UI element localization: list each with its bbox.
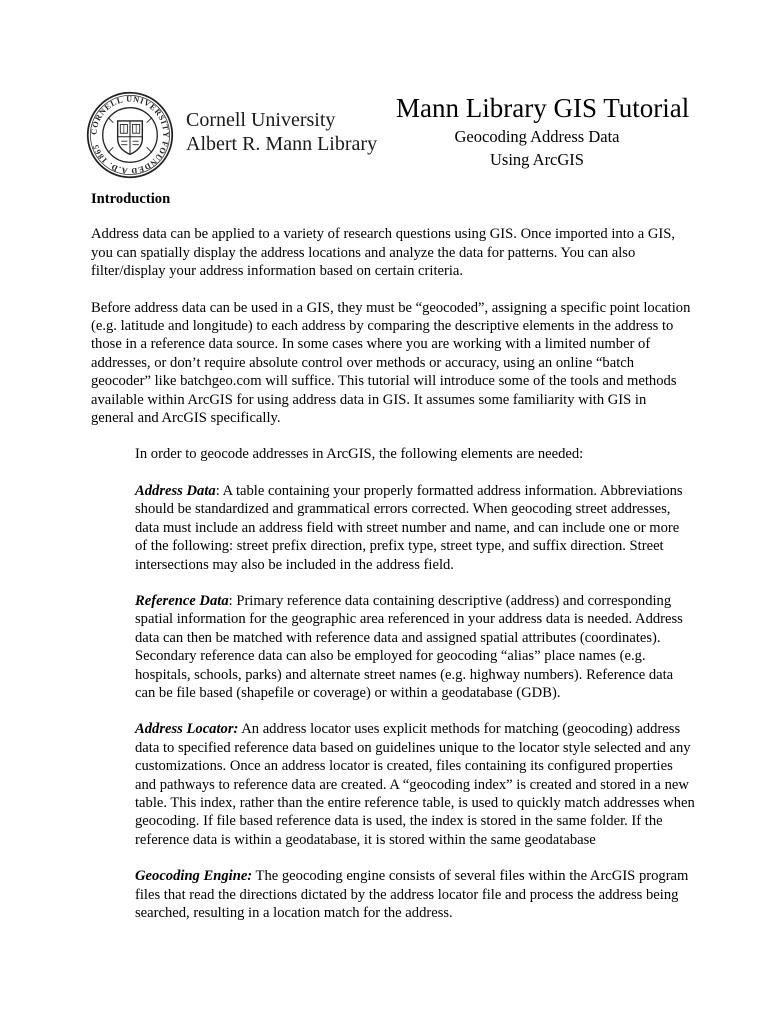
element-geocoding-engine bbox=[135, 867, 695, 922]
element-address-data bbox=[135, 482, 695, 574]
seal-text: CORNELL UNIVERSITY FOUNDED A.D. 1865 bbox=[89, 94, 171, 176]
tutorial-subtitle-1: Geocoding Address Data bbox=[454, 127, 620, 146]
element-description: The geocoding engine consists of several files within the ArcGIS program files that read the directions dictated by the address locator file and process the address being searched, resulting in a location match for the address. bbox=[135, 868, 689, 921]
institution-line-1: Cornell University bbox=[186, 109, 336, 131]
element-description: An address locator uses explicit methods for matching (geocoding) address data to specified reference data based on guidelines unique to the locator style selected and any customizations. Once an address locator is created, files containing its configured properties and pathways to reference data are created. A “geocoding index” is created and stored in a new table. This index, rather than the entire reference table, is used to quickly match addresses when geocoding. If file based reference data is used, the index is stored in the same folder. If the reference data is within a geodatabase, it is stored within the same geodatabase bbox=[135, 721, 695, 848]
intro-paragraph-2: Before address data can be used in a GIS, they must be “geocoded”, assigning a specific point location (e.g. latitude and longitude) to each address by comparing the descriptive elements in the address to those in a reference data source. In some cases where you are working with a limited number of addresses, or don’t require absolute control over methods or accuracy, using an online “batch geocoder” like batchgeo.com will suffice. This tutorial will introduce some of the tools and methods available within ArcGIS for using address data in GIS. It assumes some familiarity with GIS in general and ArcGIS specifically. bbox=[91, 299, 691, 427]
element-term-sep: : bbox=[215, 482, 220, 499]
tutorial-title: Mann Library GIS Tutorial bbox=[396, 93, 690, 123]
tutorial-heading bbox=[396, 92, 690, 170]
section-heading-introduction: Introduction bbox=[91, 191, 171, 207]
institution-name bbox=[186, 108, 377, 156]
element-term: Geocoding Engine: bbox=[135, 868, 253, 885]
element-term-sep: : bbox=[228, 592, 233, 609]
intro-paragraph-1: Address data can be applied to a variety of research questions using GIS. Once imported into a GIS, you can spatially display the address locations and analyze the data for patterns. You can also filter/display your address information based on certain criteria. bbox=[91, 226, 675, 280]
document-body bbox=[91, 190, 695, 940]
institution-line-2: Albert R. Mann Library bbox=[186, 133, 378, 155]
element-term: Address Data bbox=[135, 482, 216, 499]
element-description: Primary reference data containing descriptive (address) and corresponding spatial information for the geographic area referenced in your address data is needed. Address data can then be matched with reference data and assigned spatial attributes (coordinates). Secondary reference data can also be employed for geocoding “alias” place names (e.g. hospitals, schools, parks) and alternate street names (e.g. highway numbers). Reference data can be file based (shapefile or coverage) or within a geodatabase (GDB). bbox=[135, 592, 683, 701]
elements-lead: In order to geocode addresses in ArcGIS, the following elements are needed: bbox=[135, 446, 584, 463]
required-elements-list bbox=[135, 445, 695, 922]
cornell-seal-logo bbox=[86, 91, 174, 179]
element-address-locator bbox=[135, 720, 695, 849]
element-term: Address Locator: bbox=[135, 721, 239, 738]
element-term: Reference Data bbox=[135, 592, 229, 609]
tutorial-subtitle-2: Using ArcGIS bbox=[490, 150, 584, 169]
element-reference-data bbox=[135, 592, 695, 702]
element-description: A table containing your properly formatted address information. Abbreviations should be standardized and grammatical errors corrected. When geocoding street addresses, data must include an address field with street number and name, and can include one or more of the following: street prefix direction, prefix type, street type, and suffix direction. Street intersections may also be included in the address field. bbox=[135, 482, 683, 573]
